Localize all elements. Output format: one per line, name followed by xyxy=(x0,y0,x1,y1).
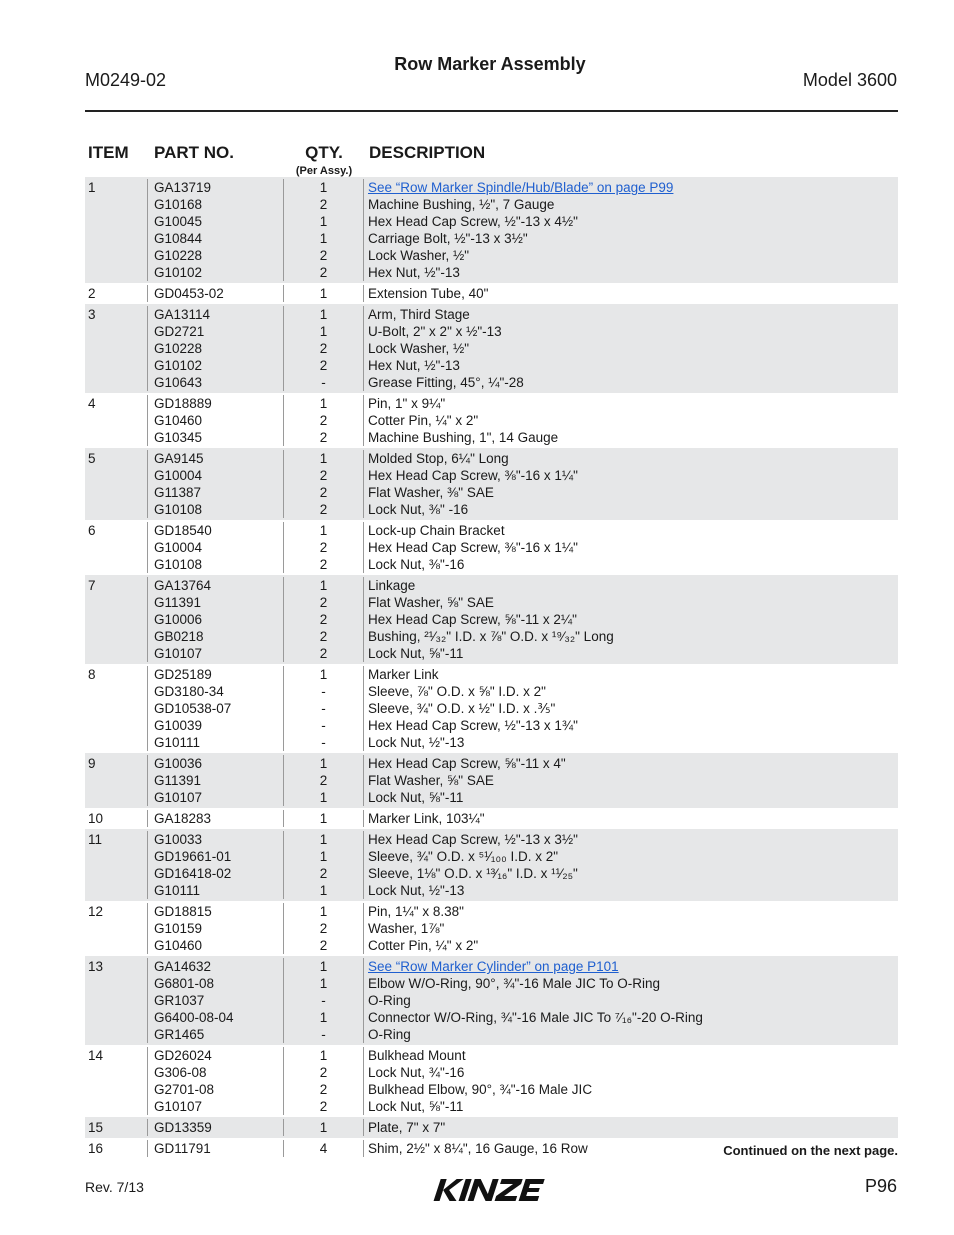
description: Lock Nut, ⅜" -16 xyxy=(368,502,469,517)
part-number-cell xyxy=(148,755,284,806)
item-number: 6 xyxy=(88,523,96,538)
quantity-cell xyxy=(284,1119,364,1136)
quantity: 1 xyxy=(319,180,328,195)
quantity: 1 xyxy=(319,578,328,593)
description-cell xyxy=(364,1047,898,1115)
description: Flat Washer, ⅝" SAE xyxy=(368,773,494,788)
quantity-cell xyxy=(284,306,364,391)
parts-table xyxy=(85,177,898,1159)
description-line xyxy=(368,958,898,975)
part-number: GD10538-07 xyxy=(154,701,232,716)
quantity: 2 xyxy=(319,358,328,373)
part-number: GD11791 xyxy=(154,1141,211,1156)
item-number: 12 xyxy=(88,904,104,919)
item-number-cell xyxy=(85,810,148,827)
item-number-cell xyxy=(85,831,148,899)
quantity: 1 xyxy=(319,307,328,322)
column-header-part-no: PART NO. xyxy=(154,143,234,162)
quantity: 2 xyxy=(319,1099,328,1114)
description: O-Ring xyxy=(368,993,411,1008)
part-number: GA13114 xyxy=(154,307,211,322)
item-number-cell xyxy=(85,903,148,954)
part-number: GD18889 xyxy=(154,396,212,411)
description: Machine Bushing, 1", 14 Gauge xyxy=(368,430,559,445)
item-number: 7 xyxy=(88,578,96,593)
quantity-cell xyxy=(284,179,364,281)
part-number: G11391 xyxy=(154,773,202,788)
description: Flat Washer, ⅝" SAE xyxy=(368,595,494,610)
part-number: G10108 xyxy=(154,502,203,517)
description: Washer, 1⅞" xyxy=(368,921,445,936)
column-header-qty xyxy=(284,143,364,177)
part-number-cell xyxy=(148,810,284,827)
part-number-cell xyxy=(148,450,284,518)
item-number-cell xyxy=(85,1047,148,1115)
table-row xyxy=(85,304,898,393)
part-number: G10107 xyxy=(154,790,203,805)
item-number: 9 xyxy=(88,756,96,771)
quantity: 2 xyxy=(319,595,328,610)
quantity: - xyxy=(321,684,326,699)
part-number: GD19661-01 xyxy=(154,849,232,864)
description: Hex Head Cap Screw, ½"-13 x 1¾" xyxy=(368,718,578,733)
quantity-cell xyxy=(284,522,364,573)
quantity: 1 xyxy=(319,231,328,246)
quantity: 2 xyxy=(319,468,328,483)
description: Hex Head Cap Screw, ⅜"-16 x 1¼" xyxy=(368,540,578,555)
part-number-cell xyxy=(148,1047,284,1115)
description: Hex Nut, ½"-13 xyxy=(368,265,460,280)
item-number-cell xyxy=(85,577,148,662)
description: Lock Washer, ½" xyxy=(368,248,470,263)
description: Lock Nut, ⅝"-11 xyxy=(368,790,464,805)
document-number: M0249-02 xyxy=(85,70,167,90)
quantity: 2 xyxy=(319,629,328,644)
quantity: 2 xyxy=(319,557,328,572)
quantity: - xyxy=(321,375,326,390)
description: Sleeve, 1⅛" O.D. x ¹³⁄₁₆" I.D. x ¹¹⁄₂₅" xyxy=(368,866,578,881)
description: Plate, 7" x 7" xyxy=(368,1120,446,1135)
item-number-cell xyxy=(85,1140,148,1157)
part-number: G10460 xyxy=(154,938,203,953)
description: Marker Link xyxy=(368,667,439,682)
part-number: G10159 xyxy=(154,921,203,936)
kinze-logo xyxy=(432,1175,552,1210)
description: Hex Head Cap Screw, ⅜"-16 x 1¼" xyxy=(368,468,578,483)
quantity: 1 xyxy=(319,904,328,919)
part-number: G2701-08 xyxy=(154,1082,215,1097)
quantity: 1 xyxy=(319,324,328,339)
quantity: 2 xyxy=(319,612,328,627)
cross-reference-link[interactable]: See “Row Marker Cylinder” on page P101 xyxy=(368,959,619,974)
part-number: G11387 xyxy=(154,485,202,500)
description: Lock Nut, ¾"-16 xyxy=(368,1065,465,1080)
description: Lock Nut, ½"-13 xyxy=(368,883,465,898)
quantity: 2 xyxy=(319,341,328,356)
quantity-cell xyxy=(284,755,364,806)
revision-label: Rev. 7/13 xyxy=(85,1179,144,1195)
description: Flat Washer, ⅜" SAE xyxy=(368,485,494,500)
quantity: 2 xyxy=(319,248,328,263)
part-number: G6400-08-04 xyxy=(154,1010,234,1025)
part-number-cell xyxy=(148,285,284,302)
description: Lock Washer, ½" xyxy=(368,341,470,356)
part-number-cell xyxy=(148,1140,284,1157)
part-number: G10107 xyxy=(154,646,203,661)
description: Carriage Bolt, ½"-13 x 3½" xyxy=(368,231,528,246)
part-number-cell xyxy=(148,666,284,751)
description-cell xyxy=(364,1119,898,1136)
item-number: 14 xyxy=(88,1048,104,1063)
quantity: 1 xyxy=(319,832,328,847)
part-number: G10228 xyxy=(154,341,203,356)
part-number-cell xyxy=(148,958,284,1043)
description-cell xyxy=(364,522,898,573)
item-number: 1 xyxy=(88,180,96,195)
quantity: 1 xyxy=(319,523,328,538)
quantity: 1 xyxy=(319,396,328,411)
description-cell xyxy=(364,810,898,827)
quantity: 1 xyxy=(319,1120,328,1135)
quantity-cell xyxy=(284,810,364,827)
part-number: GD0453-02 xyxy=(154,286,224,301)
item-number-cell xyxy=(85,450,148,518)
item-number-cell xyxy=(85,666,148,751)
part-number: GD2721 xyxy=(154,324,205,339)
page-number: P96 xyxy=(864,1176,897,1196)
quantity: 1 xyxy=(319,883,328,898)
part-number-cell xyxy=(148,395,284,446)
part-number: GR1037 xyxy=(154,993,205,1008)
description: Hex Head Cap Screw, ½"-13 x 4½" xyxy=(368,214,578,229)
quantity: 1 xyxy=(319,811,328,826)
quantity-cell xyxy=(284,395,364,446)
description: Arm, Third Stage xyxy=(368,307,470,322)
quantity: 1 xyxy=(319,959,328,974)
quantity: 2 xyxy=(319,773,328,788)
table-row xyxy=(85,664,898,753)
part-number: GD25189 xyxy=(154,667,212,682)
description: Pin, 1" x 9¼" xyxy=(368,396,446,411)
part-number-cell xyxy=(148,577,284,662)
part-number: G10111 xyxy=(154,735,201,750)
part-number: GR1465 xyxy=(154,1027,205,1042)
quantity-cell xyxy=(284,903,364,954)
part-number: G10345 xyxy=(154,430,203,445)
description: Linkage xyxy=(368,578,416,593)
quantity: 1 xyxy=(319,1048,328,1063)
part-number: G10004 xyxy=(154,540,203,555)
quantity: 1 xyxy=(319,790,328,805)
part-number: GD26024 xyxy=(154,1048,212,1063)
column-header-description: DESCRIPTION xyxy=(369,143,486,162)
part-number: G6801-08 xyxy=(154,976,215,991)
item-number: 5 xyxy=(88,451,96,466)
description: Bulkhead Mount xyxy=(368,1048,466,1063)
description-cell xyxy=(364,179,898,281)
table-row xyxy=(85,956,898,1045)
part-number: G10643 xyxy=(154,375,203,390)
item-number-cell xyxy=(85,755,148,806)
quantity: 2 xyxy=(319,866,328,881)
item-number-cell xyxy=(85,1119,148,1136)
column-header-qty-label: QTY. xyxy=(305,143,343,162)
item-number: 4 xyxy=(88,396,96,411)
quantity: 2 xyxy=(319,1082,328,1097)
part-number-cell xyxy=(148,903,284,954)
description: Cotter Pin, ¼" x 2" xyxy=(368,938,479,953)
part-number: G10004 xyxy=(154,468,203,483)
description-cell xyxy=(364,831,898,899)
table-row xyxy=(85,520,898,575)
part-number: G10460 xyxy=(154,413,203,428)
item-number-cell xyxy=(85,958,148,1043)
item-number: 2 xyxy=(88,286,96,301)
description: Grease Fitting, 45°, ¼"-28 xyxy=(368,375,524,390)
item-number: 11 xyxy=(88,832,103,847)
item-number: 13 xyxy=(88,959,104,974)
quantity: 1 xyxy=(319,756,328,771)
description-cell xyxy=(364,755,898,806)
item-number-cell xyxy=(85,522,148,573)
description: Bushing, ²¹⁄₃₂" I.D. x ⅞" O.D. x ¹⁹⁄₃₂" Long xyxy=(368,629,614,644)
quantity: - xyxy=(321,718,326,733)
description: Hex Head Cap Screw, ⅝"-11 x 2¼" xyxy=(368,612,577,627)
description: Sleeve, ¾" O.D. x ⁵¹⁄₁₀₀ I.D. x 2" xyxy=(368,849,558,864)
description: Connector W/O-Ring, ¾"-16 Male JIC To ⁷⁄₁₆"-20 O-Ring xyxy=(368,1010,703,1025)
description-cell xyxy=(364,285,898,302)
part-number: G10102 xyxy=(154,358,203,373)
description-cell xyxy=(364,903,898,954)
quantity: 1 xyxy=(319,451,328,466)
description: Shim, 2½" x 8¼", 16 Gauge, 16 Row xyxy=(368,1141,588,1156)
quantity-cell xyxy=(284,666,364,751)
description: Pin, 1¼" x 8.38" xyxy=(368,904,464,919)
description: Molded Stop, 6¼" Long xyxy=(368,451,509,466)
item-number-cell xyxy=(85,179,148,281)
part-number: GA14632 xyxy=(154,959,212,974)
part-number: G10107 xyxy=(154,1099,203,1114)
part-number: GD16418-02 xyxy=(154,866,232,881)
part-number: G10844 xyxy=(154,231,203,246)
page-title: Row Marker Assembly xyxy=(394,54,586,74)
part-number: G10045 xyxy=(154,214,203,229)
part-number: G10228 xyxy=(154,248,203,263)
table-row xyxy=(85,283,898,304)
quantity: 2 xyxy=(319,430,328,445)
table-row xyxy=(85,829,898,901)
description: Sleeve, ⅞" O.D. x ⅝" I.D. x 2" xyxy=(368,684,546,699)
table-row xyxy=(85,808,898,829)
part-number: G10168 xyxy=(154,197,203,212)
quantity-cell xyxy=(284,831,364,899)
quantity: 1 xyxy=(319,214,328,229)
description: Extension Tube, 40" xyxy=(368,286,489,301)
quantity-cell xyxy=(284,285,364,302)
part-number: GD18540 xyxy=(154,523,212,538)
part-number: G306-08 xyxy=(154,1065,207,1080)
part-number-cell xyxy=(148,522,284,573)
quantity-cell xyxy=(284,450,364,518)
description: U-Bolt, 2" x 2" x ½"-13 xyxy=(368,324,502,339)
item-number: 8 xyxy=(88,667,96,682)
description-cell xyxy=(364,395,898,446)
quantity: 2 xyxy=(319,502,328,517)
cross-reference-link[interactable]: See “Row Marker Spindle/Hub/Blade” on page P99 xyxy=(368,180,674,195)
quantity: - xyxy=(321,993,326,1008)
description: Marker Link, 103¼" xyxy=(368,811,485,826)
description-cell xyxy=(364,306,898,391)
quantity: 1 xyxy=(319,667,328,682)
part-number: GD3180-34 xyxy=(154,684,224,699)
quantity: - xyxy=(321,735,326,750)
part-number-cell xyxy=(148,1119,284,1136)
description-cell xyxy=(364,666,898,751)
quantity: 2 xyxy=(319,485,328,500)
header-rule xyxy=(85,110,898,112)
item-number-cell xyxy=(85,395,148,446)
item-number: 16 xyxy=(88,1141,104,1156)
part-number: GD13359 xyxy=(154,1120,212,1135)
part-number: G10102 xyxy=(154,265,203,280)
quantity: 1 xyxy=(319,286,328,301)
table-row xyxy=(85,901,898,956)
quantity: 2 xyxy=(319,646,328,661)
quantity: 4 xyxy=(319,1141,328,1156)
quantity-cell xyxy=(284,958,364,1043)
part-number: GD18815 xyxy=(154,904,212,919)
description: Lock Nut, ⅝"-11 xyxy=(368,1099,464,1114)
description: Lock Nut, ⅝"-11 xyxy=(368,646,464,661)
item-number: 15 xyxy=(88,1120,104,1135)
table-row xyxy=(85,1045,898,1117)
description: Lock Nut, ⅜"-16 xyxy=(368,557,465,572)
description: Bulkhead Elbow, 90°, ¾"-16 Male JIC xyxy=(368,1082,593,1097)
quantity: 2 xyxy=(319,1065,328,1080)
quantity: 2 xyxy=(319,197,328,212)
part-number: G10033 xyxy=(154,832,203,847)
quantity: 2 xyxy=(319,265,328,280)
table-row xyxy=(85,448,898,520)
quantity-cell xyxy=(284,1047,364,1115)
description: Hex Head Cap Screw, ½"-13 x 3½" xyxy=(368,832,578,847)
part-number: G10111 xyxy=(154,883,201,898)
column-header-item: ITEM xyxy=(88,143,129,162)
description: Hex Head Cap Screw, ⅝"-11 x 4" xyxy=(368,756,566,771)
table-row xyxy=(85,575,898,664)
part-number-cell xyxy=(148,831,284,899)
description-cell xyxy=(364,450,898,518)
table-row xyxy=(85,753,898,808)
description: Machine Bushing, ½", 7 Gauge xyxy=(368,197,555,212)
quantity: 2 xyxy=(319,921,328,936)
part-number: G10006 xyxy=(154,612,203,627)
quantity: 2 xyxy=(319,938,328,953)
part-number-cell xyxy=(148,179,284,281)
part-number: GB0218 xyxy=(154,629,204,644)
item-number-cell xyxy=(85,306,148,391)
quantity-cell xyxy=(284,1140,364,1157)
quantity: 1 xyxy=(319,849,328,864)
quantity-cell xyxy=(284,577,364,662)
item-number: 3 xyxy=(88,307,96,322)
description: Cotter Pin, ¼" x 2" xyxy=(368,413,479,428)
quantity: 1 xyxy=(319,976,328,991)
part-number-cell xyxy=(148,306,284,391)
model-name: Model 3600 xyxy=(802,70,897,90)
continued-note: Continued on the next page. xyxy=(723,1143,898,1158)
column-header-qty-sub: (Per Assy.) xyxy=(295,165,353,177)
description-cell xyxy=(364,577,898,662)
description-line xyxy=(368,179,898,196)
table-row xyxy=(85,393,898,448)
part-number: G10036 xyxy=(154,756,203,771)
part-number: G11391 xyxy=(154,595,202,610)
quantity: 2 xyxy=(319,413,328,428)
item-number-cell xyxy=(85,285,148,302)
description: Elbow W/O-Ring, 90°, ¾"-16 Male JIC To O-Ring xyxy=(368,976,661,991)
description: Lock-up Chain Bracket xyxy=(368,523,505,538)
part-number: G10039 xyxy=(154,718,203,733)
quantity: 1 xyxy=(319,1010,328,1025)
table-row xyxy=(85,177,898,283)
item-number: 10 xyxy=(88,811,104,826)
quantity: 2 xyxy=(319,540,328,555)
part-number: GA18283 xyxy=(154,811,212,826)
description-cell xyxy=(364,958,898,1043)
description: Hex Nut, ½"-13 xyxy=(368,358,460,373)
part-number: GA9145 xyxy=(154,451,204,466)
description: O-Ring xyxy=(368,1027,411,1042)
kinze-logo-graphic xyxy=(432,1175,552,1205)
part-number: GA13764 xyxy=(154,578,212,593)
part-number: G10108 xyxy=(154,557,203,572)
quantity: - xyxy=(321,1027,326,1042)
part-number: GA13719 xyxy=(154,180,212,195)
table-row xyxy=(85,1117,898,1138)
quantity: - xyxy=(321,701,326,716)
description: Lock Nut, ½"-13 xyxy=(368,735,465,750)
description: Sleeve, ¾" O.D. x ½" I.D. x .⅗" xyxy=(368,701,556,716)
